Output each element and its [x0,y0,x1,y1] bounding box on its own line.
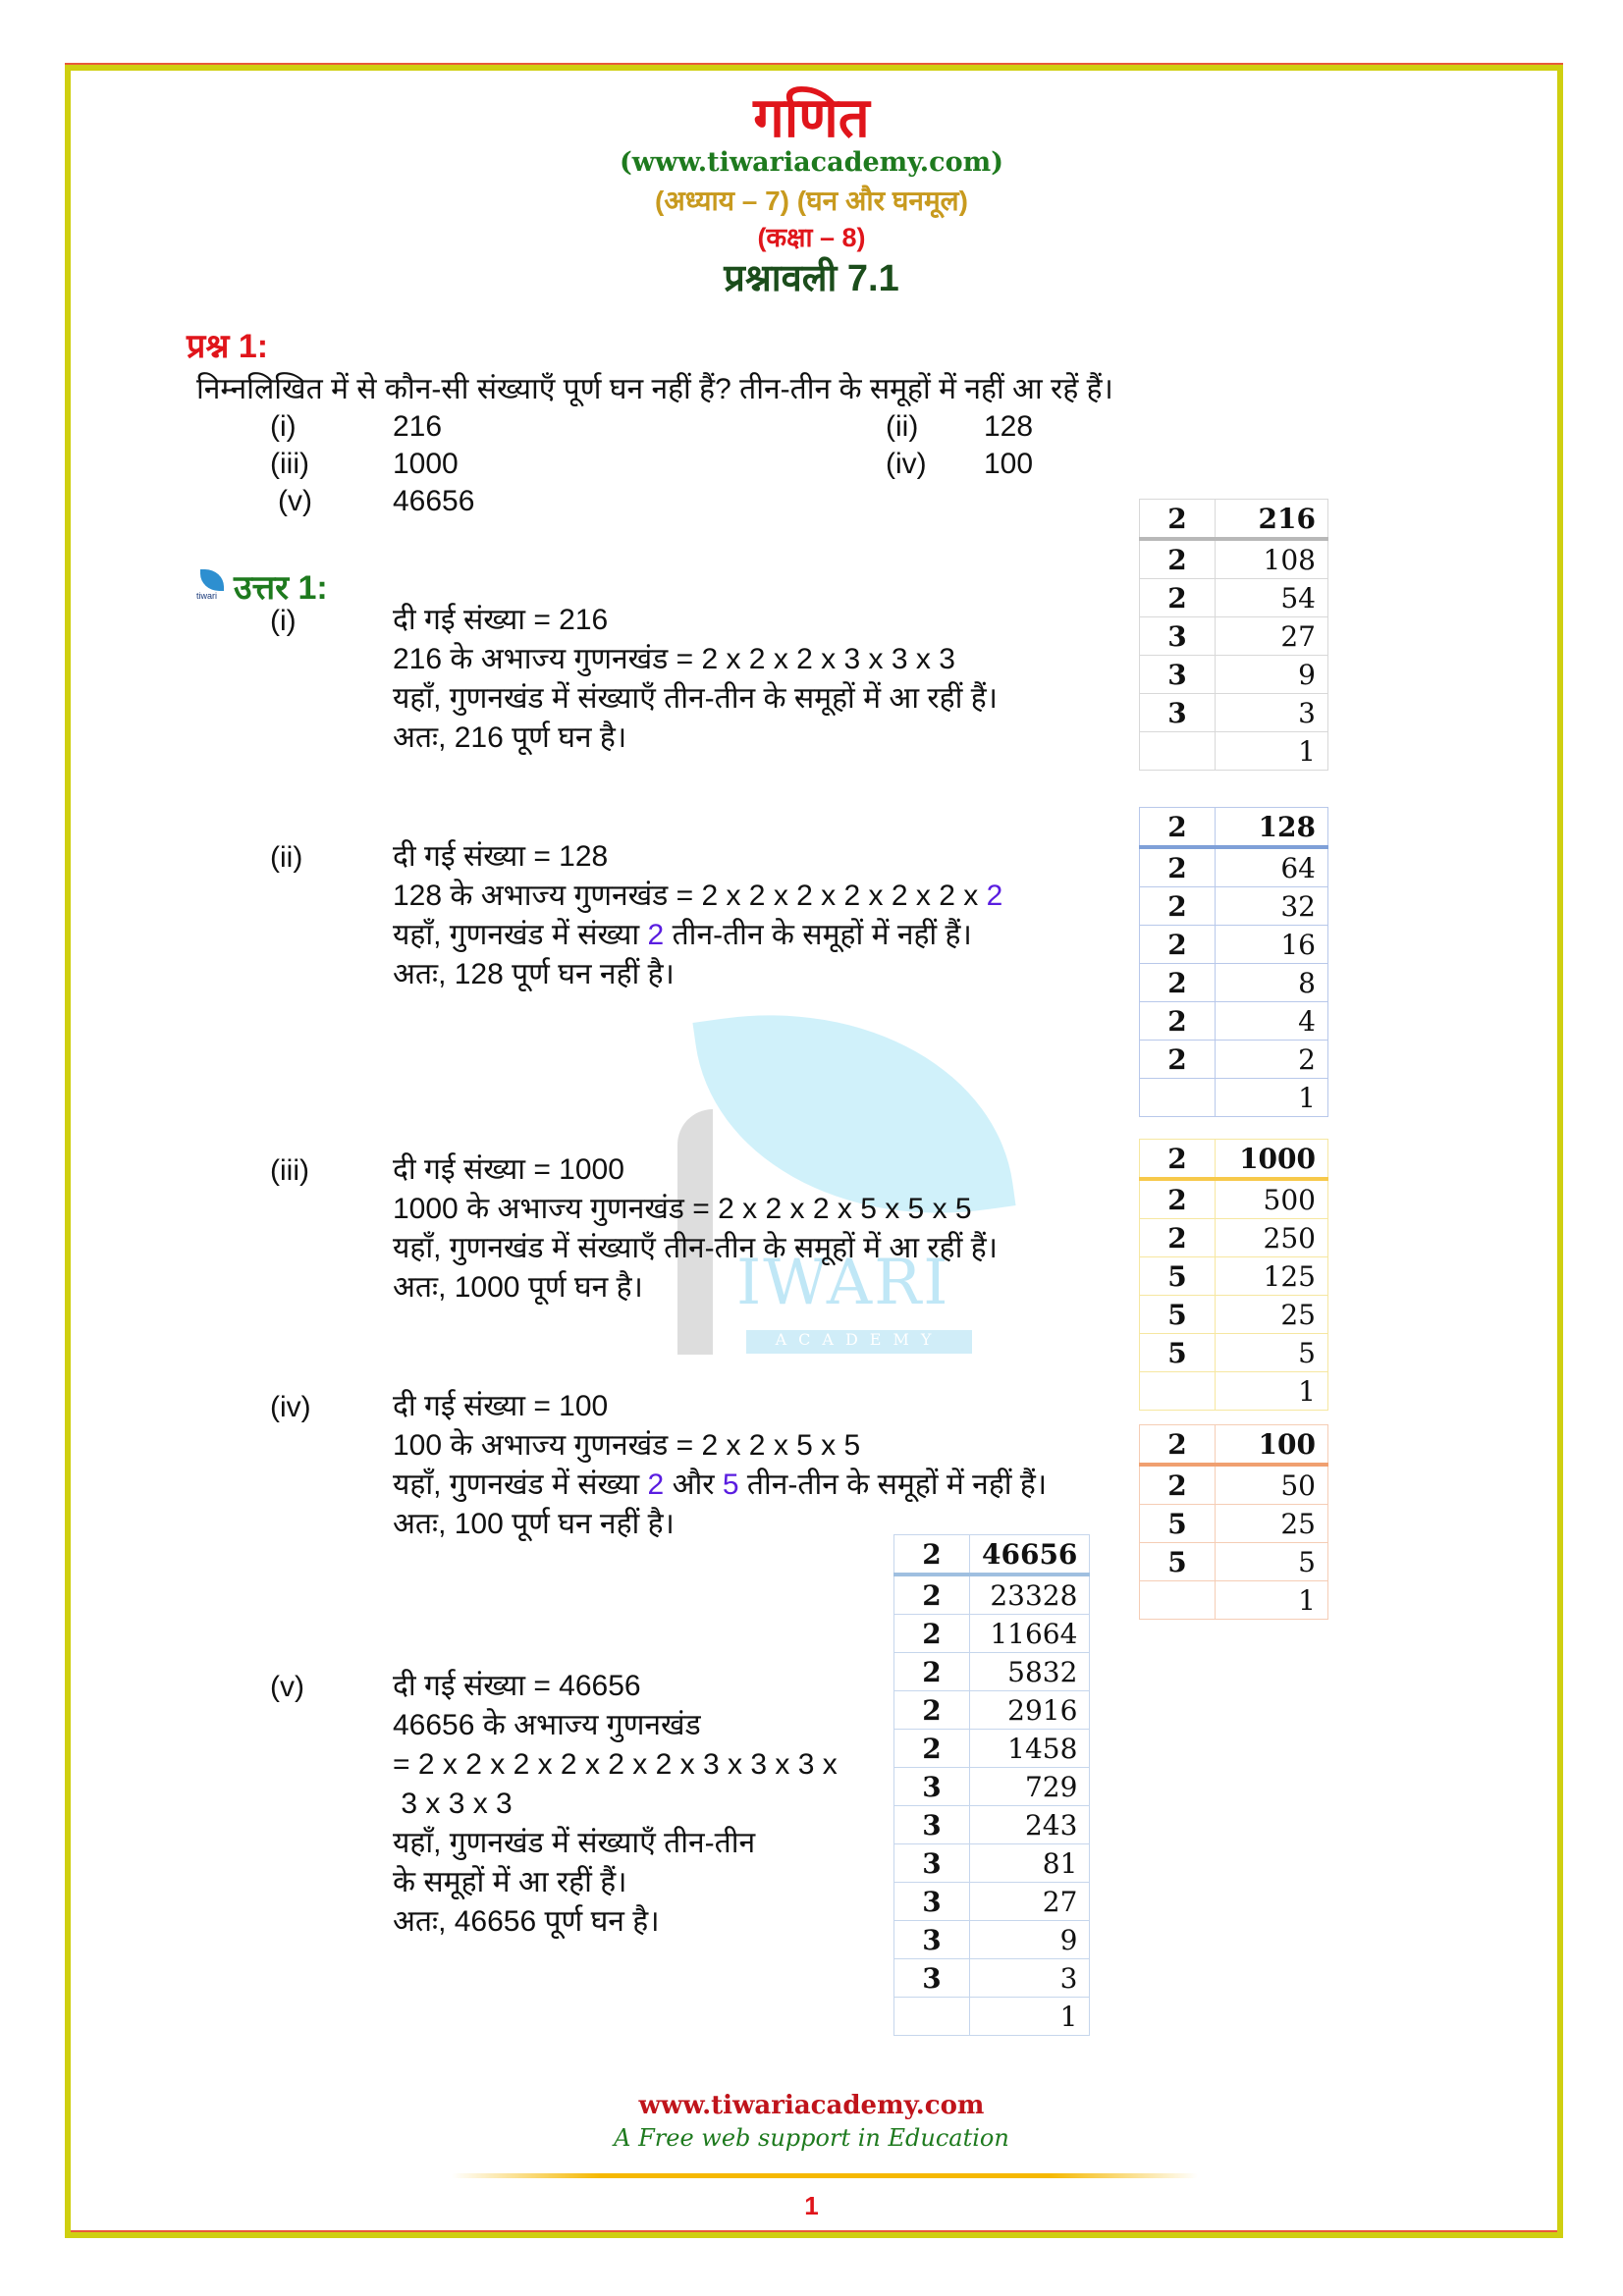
conclusion: अतः, 1000 पूर्ण घन है। [393,1271,643,1304]
divisor-cell: 3 [894,1844,970,1883]
factors-text: 128 के अभाज्य गुणनखंड = 2 x 2 x 2 x 2 x 2 x 2 x [393,880,987,912]
question-label: प्रश्न 1: [187,328,269,365]
conclusion: अतः, 216 पूर्ण घन है। [393,721,627,754]
option-value: 1000 [393,448,459,480]
table-row [894,1883,1090,1921]
quotient-cell: 729 [970,1768,1090,1806]
factor-table-128 [1139,807,1328,1117]
divisor-cell: 3 [894,1768,970,1806]
quotient-cell: 1 [1216,732,1328,771]
quotient-cell: 216 [1216,500,1328,540]
reason [393,916,1002,955]
table-row [1140,1179,1328,1219]
prime-factors [393,877,1002,916]
answer-part-v [393,1667,838,1942]
answer-label [196,563,328,609]
table-row [1140,500,1328,540]
question-text: निम्नलिखित में से कौन-सी संख्याएँ पूर्ण घन नहीं हैं? तीन-तीन के समूहों में नहीं आ रहें हैं। [196,373,1113,405]
table-row [894,1768,1090,1806]
table-row [1140,1372,1328,1411]
divisor-cell: 2 [1140,847,1216,887]
table-row [894,1998,1090,2036]
divisor-cell: 2 [1140,1425,1216,1466]
table-row [1140,1140,1328,1180]
quotient-cell: 25 [1216,1296,1328,1334]
table-row [1140,964,1328,1002]
divisor-cell: 2 [1140,1041,1216,1079]
quotient-cell: 50 [1216,1465,1328,1505]
quotient-cell: 5 [1216,1543,1328,1581]
table-row [1140,1219,1328,1257]
divisor-cell: 2 [1140,887,1216,926]
reason [393,1466,1047,1505]
highlighted-factor: 5 [722,1468,739,1501]
table-row [894,1730,1090,1768]
reason: यहाँ, गुणनखंड में संख्याएँ तीन-तीन [393,1827,756,1859]
conclusion: अतः, 128 पूर्ण घन नहीं है। [393,958,675,990]
footer-divider [452,2173,1198,2178]
watermark-text: IWARI [736,1247,950,1319]
divisor-cell: 2 [1140,500,1216,540]
quotient-cell: 9 [1216,656,1328,694]
divisor-cell: 2 [894,1653,970,1691]
prime-factors: = 2 x 2 x 2 x 2 x 2 x 2 x 3 x 3 x 3 x [393,1748,838,1781]
quotient-cell: 25 [1216,1505,1328,1543]
table-row [1140,847,1328,887]
answer-label-text: उत्तर 1: [234,569,328,607]
reason-text: यहाँ, गुणनखंड में संख्या [393,1468,648,1501]
option-roman: (i) [270,410,297,443]
chapter-heading: (अध्याय – 7) (घन और घनमूल) [655,186,968,216]
quotient-cell: 1 [1216,1581,1328,1620]
divisor-cell: 2 [1140,1140,1216,1180]
divisor-cell: 3 [894,1959,970,1998]
table-row [1140,887,1328,926]
highlighted-factor: 2 [647,919,665,951]
table-row [1140,1296,1328,1334]
quotient-cell: 23328 [970,1575,1090,1615]
answer-part-iv [393,1387,1047,1544]
quotient-cell: 9 [970,1921,1090,1959]
table-row [1140,617,1328,656]
quotient-cell: 27 [1216,617,1328,656]
part-roman: (i) [270,605,297,637]
quotient-cell: 32 [1216,887,1328,926]
table-row [1140,808,1328,848]
conclusion: अतः, 100 पूर्ण घन नहीं है। [393,1508,675,1540]
option-roman: (iv) [886,448,927,480]
table-row [894,1535,1090,1575]
class-heading: (कक्षा – 8) [757,223,866,252]
answer-part-iii [393,1150,998,1308]
part-roman: (v) [270,1671,304,1703]
divisor-cell: 2 [1140,964,1216,1002]
reason-text: तीन-तीन के समूहों में नहीं हैं। [738,1468,1048,1501]
table-row [894,1921,1090,1959]
divisor-cell: 2 [894,1535,970,1575]
reason: यहाँ, गुणनखंड में संख्याएँ तीन-तीन के समूहों में आ रहीं हैं। [393,1232,998,1264]
reason-text: तीन-तीन के समूहों में नहीं हैं। [664,919,972,951]
watermark-subtext: ACADEMY [746,1330,972,1354]
quotient-cell: 1 [970,1998,1090,2036]
part-roman: (ii) [270,841,303,874]
factor-table-216 [1139,499,1328,771]
logo-text: tiwari [196,591,218,601]
table-row [1140,1041,1328,1079]
divisor-cell: 2 [894,1575,970,1615]
quotient-cell: 3 [970,1959,1090,1998]
table-row [894,1575,1090,1615]
reason-cont: के समूहों में आ रहीं हैं। [393,1866,627,1898]
given-number: दी गई संख्या = 100 [393,1390,609,1422]
table-row [1140,1465,1328,1505]
quotient-cell: 500 [1216,1179,1328,1219]
quotient-cell: 1000 [1216,1140,1328,1180]
quotient-cell: 27 [970,1883,1090,1921]
quotient-cell: 128 [1216,808,1328,848]
divisor-cell: 2 [1140,579,1216,617]
answer-part-ii [393,837,1002,994]
divisor-cell: 3 [1140,617,1216,656]
highlighted-factor: 2 [986,880,1003,912]
quotient-cell: 46656 [970,1535,1090,1575]
quotient-cell: 108 [1216,539,1328,579]
table-row [1140,1257,1328,1296]
divisor-cell [1140,1079,1216,1117]
table-row [894,1806,1090,1844]
page-title: गणित [753,86,870,148]
footer-tagline: A Free web support in Education [614,2124,1009,2152]
part-roman: (iv) [270,1391,311,1423]
table-row [1140,539,1328,579]
footer-website-link[interactable]: www.tiwariacademy.com [638,2091,985,2120]
quotient-cell: 64 [1216,847,1328,887]
quotient-cell: 54 [1216,579,1328,617]
table-row [1140,1581,1328,1620]
quotient-cell: 81 [970,1844,1090,1883]
option-roman: (ii) [886,410,919,443]
divisor-cell: 2 [894,1730,970,1768]
exercise-heading: प्रश्नावली 7.1 [724,258,899,299]
option-value: 128 [984,410,1034,443]
quotient-cell: 243 [970,1806,1090,1844]
divisor-cell: 2 [1140,808,1216,848]
quotient-cell: 8 [1216,964,1328,1002]
divisor-cell: 5 [1140,1505,1216,1543]
divisor-cell: 3 [894,1806,970,1844]
divisor-cell: 5 [1140,1296,1216,1334]
quotient-cell: 1458 [970,1730,1090,1768]
quotient-cell: 4 [1216,1002,1328,1041]
divisor-cell [1140,1581,1216,1620]
divisor-cell: 2 [894,1691,970,1730]
table-row [1140,1079,1328,1117]
divisor-cell: 2 [1140,1219,1216,1257]
conclusion: अतः, 46656 पूर्ण घन है। [393,1905,660,1938]
given-number: दी गई संख्या = 46656 [393,1670,641,1702]
divisor-cell: 5 [1140,1543,1216,1581]
divisor-cell: 2 [1140,539,1216,579]
divisor-cell: 3 [894,1921,970,1959]
table-row [894,1959,1090,1998]
divisor-cell [894,1998,970,2036]
part-roman: (iii) [270,1154,309,1187]
divisor-cell: 5 [1140,1257,1216,1296]
prime-factors: 100 के अभाज्य गुणनखंड = 2 x 2 x 5 x 5 [393,1429,861,1462]
tiwari-logo-icon [196,569,226,603]
quotient-cell: 3 [1216,694,1328,732]
quotient-cell: 100 [1216,1425,1328,1466]
divisor-cell: 3 [1140,656,1216,694]
divisor-cell [1140,732,1216,771]
leaf-icon [200,569,224,591]
divisor-cell: 2 [1140,1465,1216,1505]
quotient-cell: 16 [1216,926,1328,964]
table-row [1140,1425,1328,1466]
option-roman: (iii) [270,448,309,480]
divisor-cell: 2 [1140,1002,1216,1041]
option-value: 46656 [393,485,475,517]
table-row [894,1691,1090,1730]
table-row [1140,1505,1328,1543]
table-row [1140,732,1328,771]
page-number: 1 [804,2191,819,2220]
reason-text: यहाँ, गुणनखंड में संख्या [393,919,648,951]
reason-text: और [664,1468,723,1501]
prime-factors: 216 के अभाज्य गुणनखंड = 2 x 2 x 2 x 3 x 3 x 3 [393,643,955,675]
prime-factors: 1000 के अभाज्य गुणनखंड = 2 x 2 x 2 x 5 x 5 x 5 [393,1193,972,1225]
table-row [1140,1543,1328,1581]
table-row [1140,1334,1328,1372]
divisor-cell: 3 [1140,694,1216,732]
factor-table-46656 [893,1534,1090,2036]
given-number: दी गई संख्या = 128 [393,840,609,873]
option-value: 100 [984,448,1034,480]
table-row [1140,926,1328,964]
quotient-cell: 5832 [970,1653,1090,1691]
table-row [1140,656,1328,694]
table-row [894,1653,1090,1691]
quotient-cell: 125 [1216,1257,1328,1296]
quotient-cell: 2916 [970,1691,1090,1730]
table-row [894,1844,1090,1883]
highlighted-factor: 2 [647,1468,665,1501]
divisor-cell [1140,1372,1216,1411]
divisor-cell: 5 [1140,1334,1216,1372]
table-row [1140,579,1328,617]
answer-part-i [393,601,998,758]
divisor-cell: 2 [1140,1179,1216,1219]
quotient-cell: 1 [1216,1372,1328,1411]
divisor-cell: 2 [894,1615,970,1653]
divisor-cell: 3 [894,1883,970,1921]
quotient-cell: 5 [1216,1334,1328,1372]
given-number: दी गई संख्या = 216 [393,604,609,636]
table-row [894,1615,1090,1653]
factor-table-100 [1139,1424,1328,1620]
page-border-top-line [65,63,1563,65]
factor-table-1000 [1139,1139,1328,1411]
quotient-cell: 250 [1216,1219,1328,1257]
table-row [1140,1002,1328,1041]
divisor-cell: 2 [1140,926,1216,964]
quotient-cell: 2 [1216,1041,1328,1079]
quotient-cell: 1 [1216,1079,1328,1117]
header-website: (www.tiwariacademy.com) [620,147,1003,178]
prime-factors-label: 46656 के अभाज्य गुणनखंड [393,1709,701,1741]
given-number: दी गई संख्या = 1000 [393,1153,624,1186]
quotient-cell: 11664 [970,1615,1090,1653]
option-roman: (v) [278,485,312,517]
table-row [1140,694,1328,732]
reason: यहाँ, गुणनखंड में संख्याएँ तीन-तीन के समूहों में आ रहीं हैं। [393,682,998,715]
prime-factors-cont: 3 x 3 x 3 [393,1788,513,1820]
option-value: 216 [393,410,443,443]
